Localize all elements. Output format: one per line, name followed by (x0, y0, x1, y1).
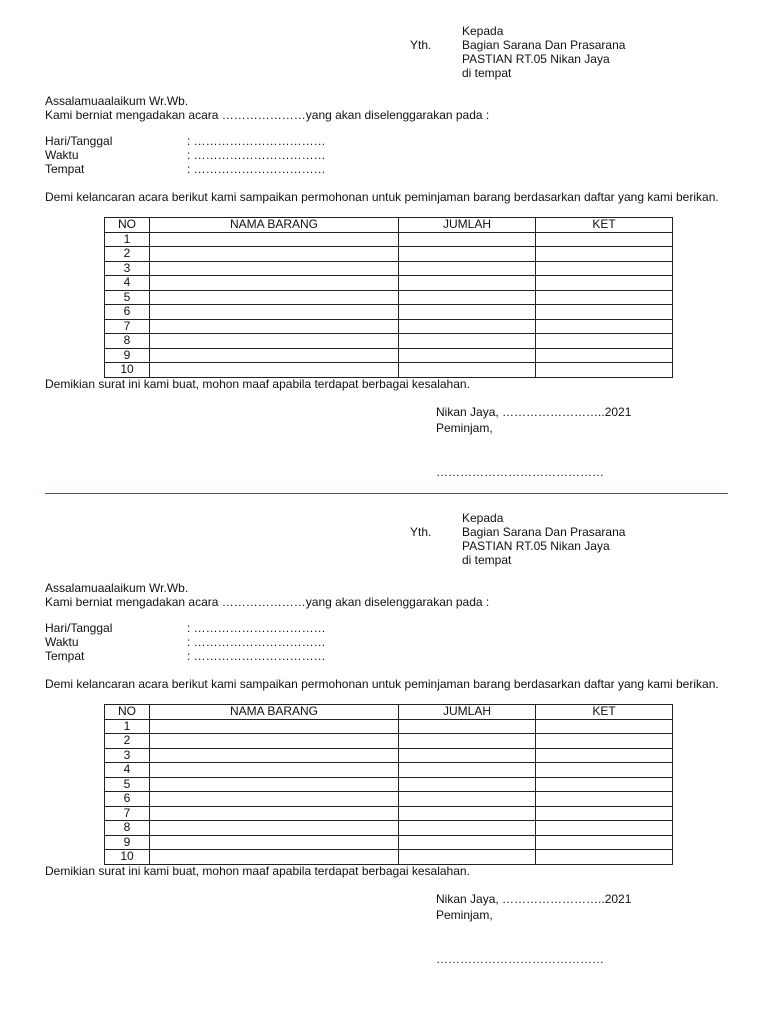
cell-ket (536, 247, 673, 262)
row-number: 2 (105, 247, 150, 262)
items-table (104, 217, 673, 378)
cell-nama-barang (150, 363, 399, 378)
cell-jumlah (399, 334, 536, 349)
signature-line: …………………………………… (436, 465, 604, 479)
cell-jumlah (399, 232, 536, 247)
cell-nama-barang (150, 290, 399, 305)
cell-ket (536, 334, 673, 349)
cell-nama-barang (150, 821, 399, 836)
field-label: Waktu (45, 635, 79, 649)
salutation: Assalamuaalaikum Wr.Wb. (45, 94, 189, 108)
table-row (105, 835, 673, 850)
table-row (105, 763, 673, 778)
cell-ket (536, 305, 673, 320)
cell-nama-barang (150, 247, 399, 262)
recipient-address (462, 24, 625, 80)
cell-ket (536, 348, 673, 363)
cell-jumlah (399, 748, 536, 763)
cell-ket (536, 806, 673, 821)
closing-text: Demikian surat ini kami buat, mohon maaf apabila terdapat berbagai kesalahan. (45, 377, 470, 391)
signer-label: Peminjam, (436, 421, 493, 435)
table-row (105, 319, 673, 334)
header-nama-barang: NAMA BARANG (150, 705, 399, 720)
row-number: 1 (105, 232, 150, 247)
row-number: 7 (105, 319, 150, 334)
row-number: 6 (105, 305, 150, 320)
cell-jumlah (399, 777, 536, 792)
table-row (105, 348, 673, 363)
header-no: NO (105, 705, 150, 720)
signature-line: …………………………………… (436, 952, 604, 966)
table-row (105, 305, 673, 320)
cell-jumlah (399, 261, 536, 276)
table-row (105, 290, 673, 305)
cell-nama-barang (150, 777, 399, 792)
cell-nama-barang (150, 334, 399, 349)
field-row (45, 621, 445, 635)
row-number: 8 (105, 334, 150, 349)
header-ket: KET (536, 705, 673, 720)
cell-ket (536, 763, 673, 778)
recipient-greeting: Kepada (462, 24, 504, 38)
recipient-line-2: PASTIAN RT.05 Nikan Jaya (462, 539, 610, 553)
cell-nama-barang (150, 835, 399, 850)
place-date: Nikan Jaya, ……………………..2021 (436, 892, 632, 906)
field-label: Hari/Tanggal (45, 134, 113, 148)
field-value: : …………………………… (187, 148, 326, 162)
items-table (104, 704, 673, 865)
field-row (45, 148, 445, 162)
field-value: : …………………………… (187, 649, 326, 663)
cell-ket (536, 719, 673, 734)
field-row (45, 635, 445, 649)
cell-nama-barang (150, 276, 399, 291)
cell-nama-barang (150, 748, 399, 763)
cell-ket (536, 261, 673, 276)
table-row (105, 232, 673, 247)
event-fields (45, 621, 445, 663)
recipient-line-2: PASTIAN RT.05 Nikan Jaya (462, 52, 610, 66)
recipient-line-3: di tempat (462, 66, 512, 80)
letter-2 (0, 487, 768, 974)
cell-jumlah (399, 850, 536, 865)
cell-jumlah (399, 348, 536, 363)
cell-nama-barang (150, 305, 399, 320)
table-row (105, 247, 673, 262)
cell-ket (536, 821, 673, 836)
cell-nama-barang (150, 719, 399, 734)
table-row (105, 850, 673, 865)
field-row (45, 134, 445, 148)
table-row (105, 792, 673, 807)
event-fields (45, 134, 445, 176)
row-number: 10 (105, 850, 150, 865)
request-paragraph: Demi kelancaran acara berikut kami sampaikan permohonan untuk peminjaman barang berdasarkan daftar yang kami berikan. (45, 190, 719, 204)
header-no: NO (105, 218, 150, 233)
cell-jumlah (399, 247, 536, 262)
cell-ket (536, 748, 673, 763)
table-header-row (105, 705, 673, 720)
row-number: 5 (105, 777, 150, 792)
cell-nama-barang (150, 792, 399, 807)
recipient-address (462, 511, 625, 567)
salutation: Assalamuaalaikum Wr.Wb. (45, 581, 189, 595)
cell-jumlah (399, 319, 536, 334)
cell-jumlah (399, 835, 536, 850)
table-row (105, 806, 673, 821)
cell-nama-barang (150, 850, 399, 865)
cell-jumlah (399, 821, 536, 836)
field-row (45, 162, 445, 176)
cell-ket (536, 777, 673, 792)
recipient-greeting: Kepada (462, 511, 504, 525)
row-number: 4 (105, 763, 150, 778)
header-ket: KET (536, 218, 673, 233)
table-row (105, 821, 673, 836)
header-jumlah: JUMLAH (399, 705, 536, 720)
table-row (105, 719, 673, 734)
row-number: 3 (105, 748, 150, 763)
row-number: 4 (105, 276, 150, 291)
row-number: 2 (105, 734, 150, 749)
field-value: : …………………………… (187, 621, 326, 635)
cell-nama-barang (150, 319, 399, 334)
row-number: 5 (105, 290, 150, 305)
field-value: : …………………………… (187, 635, 326, 649)
request-paragraph: Demi kelancaran acara berikut kami sampaikan permohonan untuk peminjaman barang berdasarkan daftar yang kami berikan. (45, 677, 719, 691)
header-jumlah: JUMLAH (399, 218, 536, 233)
cell-ket (536, 232, 673, 247)
signer-label: Peminjam, (436, 908, 493, 922)
cell-nama-barang (150, 348, 399, 363)
field-value: : …………………………… (187, 162, 326, 176)
cell-ket (536, 363, 673, 378)
cell-jumlah (399, 719, 536, 734)
row-number: 6 (105, 792, 150, 807)
cell-jumlah (399, 276, 536, 291)
cell-jumlah (399, 763, 536, 778)
cell-nama-barang (150, 763, 399, 778)
yth-label: Yth. (410, 525, 432, 539)
table-header-row (105, 218, 673, 233)
row-number: 1 (105, 719, 150, 734)
table-row (105, 748, 673, 763)
row-number: 3 (105, 261, 150, 276)
cell-ket (536, 835, 673, 850)
recipient-line-1: Bagian Sarana Dan Prasarana (462, 38, 626, 52)
cell-ket (536, 734, 673, 749)
row-number: 9 (105, 835, 150, 850)
table-row (105, 261, 673, 276)
yth-label: Yth. (410, 38, 432, 52)
recipient-line-1: Bagian Sarana Dan Prasarana (462, 525, 626, 539)
table-row (105, 777, 673, 792)
cell-ket (536, 792, 673, 807)
field-label: Waktu (45, 148, 79, 162)
cell-ket (536, 290, 673, 305)
table-row (105, 276, 673, 291)
field-value: : …………………………… (187, 134, 326, 148)
row-number: 9 (105, 348, 150, 363)
cell-ket (536, 850, 673, 865)
cell-jumlah (399, 290, 536, 305)
table-row (105, 734, 673, 749)
intro-text: Kami berniat mengadakan acara …………………yang akan diselenggarakan pada : (45, 108, 490, 122)
intro-text: Kami berniat mengadakan acara …………………yang akan diselenggarakan pada : (45, 595, 490, 609)
cell-nama-barang (150, 232, 399, 247)
table-row (105, 334, 673, 349)
field-label: Tempat (45, 649, 85, 663)
cell-jumlah (399, 305, 536, 320)
cell-jumlah (399, 734, 536, 749)
row-number: 8 (105, 821, 150, 836)
place-date: Nikan Jaya, ……………………..2021 (436, 405, 632, 419)
cell-nama-barang (150, 261, 399, 276)
field-label: Tempat (45, 162, 85, 176)
closing-text: Demikian surat ini kami buat, mohon maaf apabila terdapat berbagai kesalahan. (45, 864, 470, 878)
row-number: 7 (105, 806, 150, 821)
cell-nama-barang (150, 806, 399, 821)
header-nama-barang: NAMA BARANG (150, 218, 399, 233)
field-label: Hari/Tanggal (45, 621, 113, 635)
letter-1 (0, 0, 768, 487)
cell-nama-barang (150, 734, 399, 749)
cell-jumlah (399, 363, 536, 378)
row-number: 10 (105, 363, 150, 378)
table-row (105, 363, 673, 378)
recipient-line-3: di tempat (462, 553, 512, 567)
cell-jumlah (399, 792, 536, 807)
cell-ket (536, 319, 673, 334)
field-row (45, 649, 445, 663)
cell-jumlah (399, 806, 536, 821)
cell-ket (536, 276, 673, 291)
